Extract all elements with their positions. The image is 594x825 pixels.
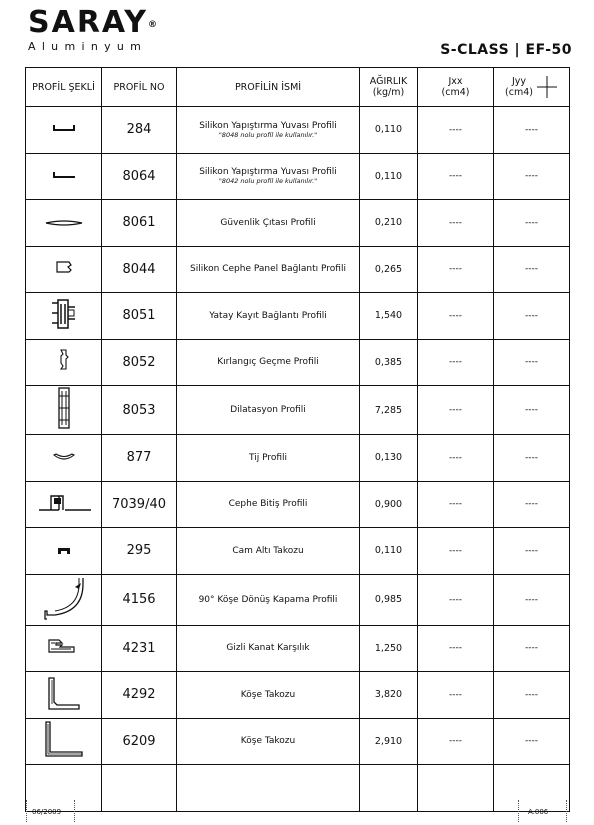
profile-4292-icon: [26, 675, 101, 715]
cell-weight: 3,820: [360, 672, 418, 719]
cell-profile-name: [177, 435, 360, 482]
cell-jxx: ----: [418, 672, 494, 719]
table-row: [26, 528, 570, 575]
series-title: S-CLASS | EF-50: [440, 42, 572, 58]
cell-jyy: ----: [494, 200, 570, 247]
cell-jxx: ----: [418, 386, 494, 435]
cell-weight: 0,265: [360, 246, 418, 293]
cell-weight: 0,210: [360, 200, 418, 247]
profile-8053-icon: [26, 386, 101, 434]
cell-profile-no: 6209: [102, 718, 177, 765]
cell-jxx: ----: [418, 107, 494, 154]
profile-name: Yatay Kayıt Bağlantı Profili: [209, 310, 327, 321]
cell-jxx: ----: [418, 339, 494, 386]
cell-profile-no: 8051: [102, 293, 177, 340]
table-row: [26, 435, 570, 482]
cell-jyy: ----: [494, 672, 570, 719]
profile-8061-icon: [26, 213, 101, 232]
cell-weight: 0,110: [360, 528, 418, 575]
table-row: [26, 153, 570, 200]
cell-profile-no: 4156: [102, 574, 177, 625]
cell-jyy: ----: [494, 386, 570, 435]
cell-profile-name: [177, 339, 360, 386]
registered-mark: ®: [148, 20, 159, 30]
profile-name: Kırlangıç Geçme Profili: [217, 357, 319, 368]
profile-name: Dilatasyon Profili: [230, 405, 306, 415]
profile-note: "8042 nolu profil ile kullanılır.": [218, 177, 318, 186]
empty-row: [26, 765, 570, 812]
table-row: [26, 718, 570, 765]
cell-shape: [26, 293, 102, 340]
cell-jxx: ----: [418, 718, 494, 765]
cell-jxx: ----: [418, 528, 494, 575]
cell-profile-name: [177, 574, 360, 625]
profile-name: Güvenlik Çıtası Profili: [220, 217, 316, 228]
table-row: [26, 293, 570, 340]
profile-295-icon: [26, 541, 101, 560]
profile-name: Silikon Yapıştırma Yuvası Profili: [199, 167, 337, 178]
cell-profile-no: 284: [102, 107, 177, 154]
profile-name: Gizli Kanat Karşılık: [226, 643, 310, 654]
cell-shape: [26, 200, 102, 247]
cell-profile-name: [177, 481, 360, 528]
cell-shape: [26, 574, 102, 625]
cell-weight: 0,110: [360, 153, 418, 200]
cell-profile-name: [177, 293, 360, 340]
table-row: [26, 625, 570, 672]
cell-profile-no: 8053: [102, 386, 177, 435]
cell-weight: 0,130: [360, 435, 418, 482]
profile-name: Silikon Cephe Panel Bağlantı Profili: [190, 264, 346, 275]
profile-8051-icon: [26, 297, 101, 335]
brand-logo: [28, 5, 159, 53]
cell-jyy: ----: [494, 246, 570, 293]
profile-name: Silikon Yapıştırma Yuvası Profili: [199, 120, 337, 131]
cell-jyy: ----: [494, 574, 570, 625]
cell-profile-no: 8052: [102, 339, 177, 386]
cell-weight: 7,285: [360, 386, 418, 435]
table-row: [26, 246, 570, 293]
cell-weight: 1,540: [360, 293, 418, 340]
cell-jxx: ----: [418, 200, 494, 247]
cell-shape: [26, 718, 102, 765]
cell-weight: 0,385: [360, 339, 418, 386]
profile-name: 90° Köşe Dönüş Kapama Profili: [198, 594, 338, 605]
cell-shape: [26, 672, 102, 719]
profile-name: Köşe Takozu: [240, 689, 296, 700]
brand-name: SARAY: [28, 5, 148, 40]
cell-shape: [26, 528, 102, 575]
cell-profile-name: [177, 153, 360, 200]
profile-7039-icon: [26, 490, 101, 518]
profile-name: Köşe Takozu: [240, 736, 296, 747]
header-no: PROFİL NO: [102, 68, 177, 107]
footer-code: A.006: [528, 808, 549, 816]
cell-shape: [26, 153, 102, 200]
cell-jyy: ----: [494, 107, 570, 154]
cell-jxx: ----: [418, 625, 494, 672]
header-jyy: Jyy (cm4): [494, 68, 570, 107]
cell-jyy: ----: [494, 293, 570, 340]
cell-weight: 0,900: [360, 481, 418, 528]
cell-profile-no: 8064: [102, 153, 177, 200]
cell-jxx: ----: [418, 435, 494, 482]
cell-weight: 2,910: [360, 718, 418, 765]
profile-8044-icon: [26, 259, 101, 279]
header-shape: PROFİL ŞEKLİ: [26, 68, 102, 107]
brand-sub: Aluminyum: [28, 40, 148, 53]
cell-shape: [26, 625, 102, 672]
profile-table: [25, 67, 570, 812]
cell-jxx: ----: [418, 293, 494, 340]
header-weight: AĞIRLIK (kg/m): [360, 68, 418, 107]
cell-jyy: ----: [494, 481, 570, 528]
profile-8064-icon: [26, 167, 101, 186]
cell-jyy: ----: [494, 718, 570, 765]
cell-profile-name: [177, 386, 360, 435]
cell-jyy: ----: [494, 435, 570, 482]
cell-profile-no: 4292: [102, 672, 177, 719]
cell-weight: 0,110: [360, 107, 418, 154]
cell-jxx: ----: [418, 246, 494, 293]
cell-profile-name: [177, 528, 360, 575]
cell-profile-name: [177, 718, 360, 765]
table-row: [26, 339, 570, 386]
table-row: [26, 386, 570, 435]
profile-name: Tij Profili: [248, 452, 288, 463]
cell-profile-name: [177, 200, 360, 247]
cell-profile-name: [177, 672, 360, 719]
cell-jxx: ----: [418, 153, 494, 200]
cell-jyy: ----: [494, 339, 570, 386]
table-row: [26, 672, 570, 719]
profile-name: Cephe Bitiş Profili: [228, 499, 308, 510]
profile-284-icon: [26, 120, 101, 139]
profile-6209-icon: [26, 719, 101, 763]
table-row: [26, 481, 570, 528]
table-row: [26, 107, 570, 154]
cell-jyy: ----: [494, 625, 570, 672]
cell-jxx: ----: [418, 574, 494, 625]
cell-jyy: ----: [494, 528, 570, 575]
cell-shape: [26, 246, 102, 293]
profile-name: Cam Altı Takozu: [232, 545, 304, 556]
cell-shape: [26, 107, 102, 154]
cell-profile-no: 8061: [102, 200, 177, 247]
cell-weight: 1,250: [360, 625, 418, 672]
header-name: PROFİLİN İSMİ: [177, 68, 360, 107]
cell-shape: [26, 386, 102, 435]
cell-jxx: ----: [418, 481, 494, 528]
cell-profile-no: 7039/40: [102, 481, 177, 528]
cell-profile-no: 877: [102, 435, 177, 482]
table-header-row: [26, 68, 570, 107]
cell-profile-no: 4231: [102, 625, 177, 672]
profile-8052-icon: [26, 348, 101, 376]
cell-profile-name: [177, 246, 360, 293]
profile-877-icon: [26, 448, 101, 467]
profile-4231-icon: [26, 637, 101, 659]
cell-profile-no: 8044: [102, 246, 177, 293]
cell-profile-no: 295: [102, 528, 177, 575]
cell-profile-name: [177, 107, 360, 154]
profile-note: "8048 nolu profil ile kullanılır.": [218, 130, 318, 139]
cell-jyy: ----: [494, 153, 570, 200]
table-row: [26, 200, 570, 247]
cell-weight: 0,985: [360, 574, 418, 625]
footer-date: 06/2009: [32, 808, 62, 816]
profile-4156-icon: [26, 575, 101, 625]
cell-shape: [26, 481, 102, 528]
axis-icon: [536, 75, 558, 99]
cell-profile-name: [177, 625, 360, 672]
header-jxx: Jxx (cm4): [418, 68, 494, 107]
table-row: [26, 574, 570, 625]
cell-shape: [26, 435, 102, 482]
cell-shape: [26, 339, 102, 386]
